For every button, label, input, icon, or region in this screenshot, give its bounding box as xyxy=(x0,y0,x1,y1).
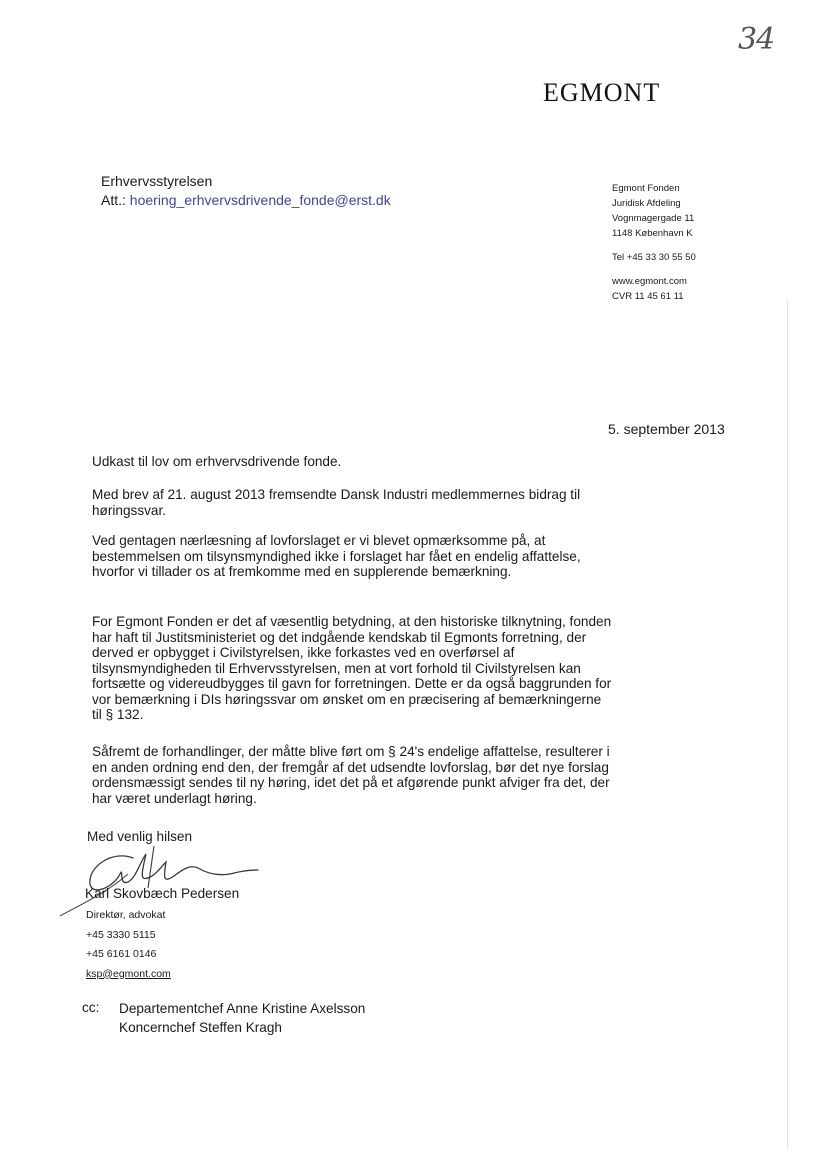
page-number: 34 xyxy=(738,22,775,57)
sender-department: Juridisk Afdeling xyxy=(612,198,681,209)
signer-name: Karl Skovbæch Pedersen xyxy=(85,886,240,901)
cc-recipient: Departementchef Anne Kristine Axelsson xyxy=(119,1001,366,1016)
paragraph-1: Med brev af 21. august 2013 fremsendte Dansk Industri medlemmernes bidrag til høringssvar. xyxy=(92,487,581,518)
att-email-link[interactable]: hoering_erhvervsdrivende_fonde@erst.dk xyxy=(129,192,391,208)
sender-street: Vognmagergade 11 xyxy=(612,213,695,224)
signer-phone-2: +45 6161 0146 xyxy=(86,948,157,960)
spacer xyxy=(612,265,696,274)
sender-cvr: CVR 11 45 61 11 xyxy=(612,291,684,302)
letter-date: 5. september 2013 xyxy=(608,421,725,437)
cc-recipient: Koncernchef Steffen Kragh xyxy=(119,1020,282,1035)
signer-phone-1: +45 3330 5115 xyxy=(86,928,156,941)
signer-contact xyxy=(86,906,171,984)
egmont-logo: EGMONT xyxy=(543,78,661,107)
sender-city: 1148 København K xyxy=(612,228,693,239)
sender-web-link[interactable]: www.egmont.com xyxy=(612,276,687,287)
letter-subject: Udkast til lov om erhvervsdrivende fonde. xyxy=(92,454,342,469)
cc-label: cc: xyxy=(82,1000,100,1015)
sender-name: Egmont Fonden xyxy=(612,183,680,194)
cc-list xyxy=(119,999,365,1037)
recipient-att xyxy=(101,191,391,210)
paragraph-4: Såfremt de forhandlinger, der måtte blive ført om § 24's endelige affattelse, resulterer i en anden ordning end den, der fremgår af det udsendte lovforslag, bør det nye forslag ordensmæssigt sendes til ny høring, idet det på et afgørende punkt afviger fra det, der har været underlagt høring. xyxy=(92,744,610,806)
paragraph-3: For Egmont Fonden er det af væsentlig betydning, at den historiske tilknytning, fonden har haft til Justitsministeriet og det indgående kendskab til Egmonts forretning, der derved er opbygget i Civilstyrelsen, ikke forkastes ved en overførsel af tilsynsmyndigheden til Erhvervsstyrelsen, men at vort forhold til Civilstyrelsen kan fortsætte og videreudbygges til gavn for forretningen. Dette er da også baggrunden for vor bemærkning i DIs høringssvar om ønsket om en præcisering af bemærkningerne til § 132. xyxy=(92,614,612,722)
sender-block xyxy=(612,181,696,304)
spacer xyxy=(612,241,696,250)
paragraph-2: Ved gentagen nærlæsning af lovforslaget er vi blevet opmærksomme på, at bestemmelsen om tilsynsmyndighed ikke i forslaget har fået en endelig affattelse, hvorfor vi tillader os at fremkomme med en supplerende bemærkning. xyxy=(92,533,581,579)
signer-title: Direktør, advokat xyxy=(86,909,166,921)
closing-greeting: Med venlig hilsen xyxy=(87,829,193,844)
signer-email-link[interactable]: ksp@egmont.com xyxy=(86,967,171,980)
att-label: Att.: xyxy=(101,192,126,208)
recipient-name: Erhvervsstyrelsen xyxy=(101,173,213,189)
recipient-block xyxy=(101,172,391,210)
page-edge-line xyxy=(787,300,788,1150)
sender-tel: Tel +45 33 30 55 50 xyxy=(612,252,696,263)
